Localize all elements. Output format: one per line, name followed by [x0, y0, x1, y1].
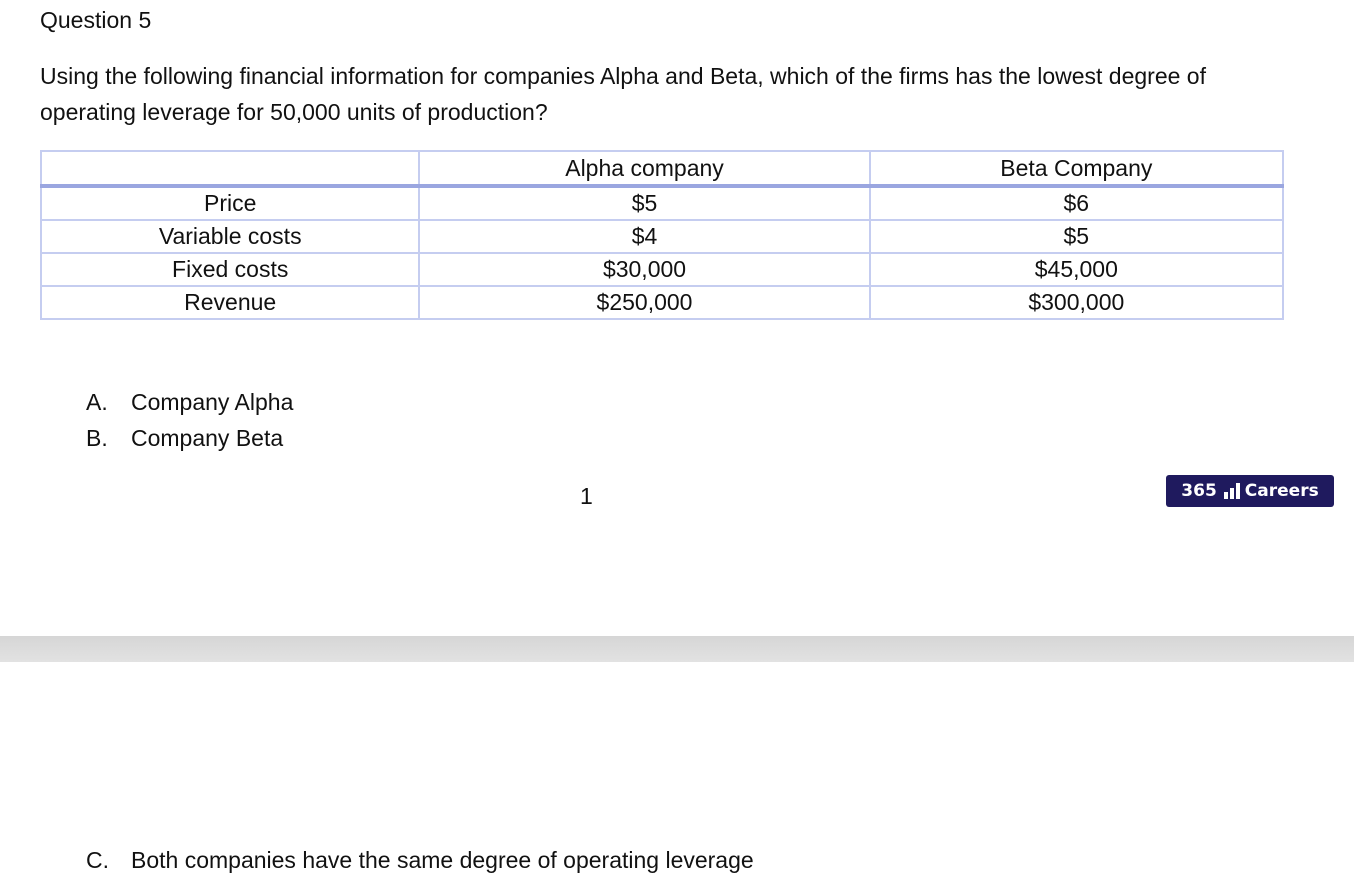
answer-options [86, 384, 293, 456]
beta-value: $5 [870, 220, 1283, 253]
beta-value: $300,000 [870, 286, 1283, 319]
alpha-value: $30,000 [419, 253, 869, 286]
table-row [41, 253, 1283, 286]
beta-value: $45,000 [870, 253, 1283, 286]
bar-chart-icon [1224, 483, 1240, 499]
logo-word: Careers [1244, 481, 1319, 501]
table-header-alpha: Alpha company [419, 151, 869, 186]
beta-value: $6 [870, 186, 1283, 220]
option-b[interactable] [86, 420, 293, 456]
table-header-row [41, 151, 1283, 186]
row-label: Fixed costs [41, 253, 419, 286]
option-text: Company Alpha [131, 389, 294, 415]
page-number: 1 [580, 483, 593, 509]
row-label: Variable costs [41, 220, 419, 253]
alpha-value: $5 [419, 186, 869, 220]
option-text: Both companies have the same degree of operating leverage [131, 847, 754, 873]
option-text: Company Beta [131, 425, 284, 451]
question-text: Using the following financial information for companies Alpha and Beta, which of the firms has the lowest degree of operating leverage for 50,000 units of production? [40, 63, 1206, 125]
financial-table [40, 150, 1284, 320]
table-row [41, 286, 1283, 319]
alpha-value: $250,000 [419, 286, 869, 319]
page-separator [0, 636, 1354, 662]
row-label: Revenue [41, 286, 419, 319]
logo-number: 365 [1181, 481, 1217, 501]
table-row [41, 220, 1283, 253]
option-c[interactable] [86, 842, 754, 878]
alpha-value: $4 [419, 220, 869, 253]
table-header-cell [41, 151, 419, 186]
question-label: Question 5 [40, 7, 152, 33]
table-header-beta: Beta Company [870, 151, 1283, 186]
table-row [41, 186, 1283, 220]
option-a[interactable] [86, 384, 293, 420]
row-label: Price [41, 186, 419, 220]
option-letter: C. [86, 847, 109, 873]
brand-logo [1166, 475, 1334, 507]
option-letter: A. [86, 389, 108, 415]
option-letter: B. [86, 425, 108, 451]
